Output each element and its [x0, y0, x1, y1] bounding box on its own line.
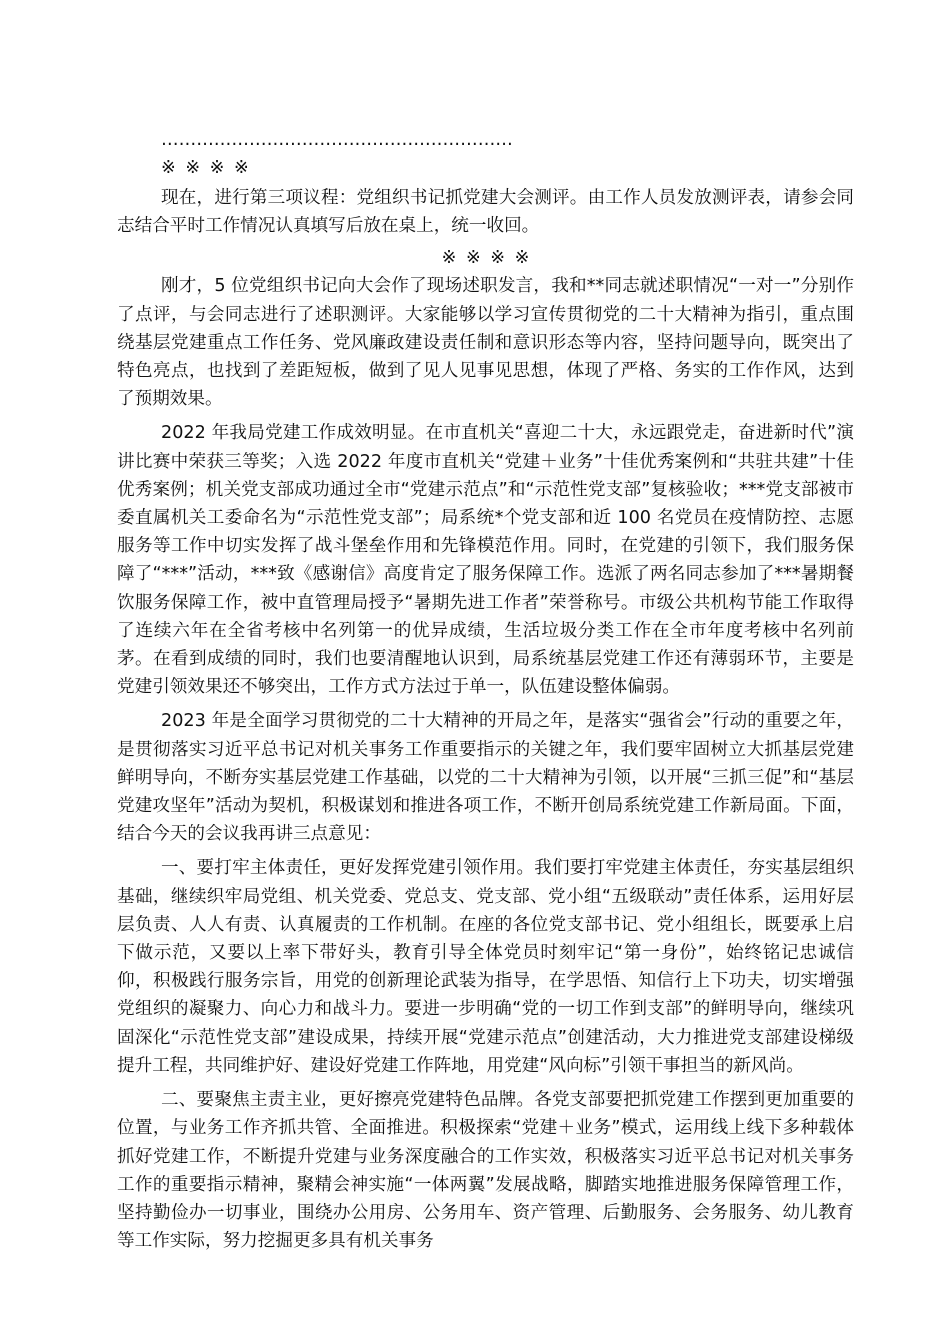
ellipsis-line: …………………………………………………… [161, 130, 513, 150]
document-body [117, 126, 854, 1261]
separator-marks-left: ※ ※ ※ ※ [161, 158, 249, 178]
paragraph-point-two: 二、要聚焦主责主业，更好擦亮党建特色品牌。各党支部要把抓党建工作摆到更加重要的位置，与业务工作齐抓共管、全面推进。积极探索“党建＋业务”模式，运用线上线下多种载体抓好党建工作，不断提升党建与业务深度融合的工作实效，积极落实习近平总书记对机关事务工作的重要指示精神，聚精会神实施“一体两翼”发展战略，脚踏实地推进服务保障管理工作，坚持勤俭办一切事业，围绕办公用房、公务用车、资产管理、后勤服务、会务服务、幼儿教育等工作实际，努力挖掘更多具有机关事务 [117, 1090, 854, 1252]
paragraph-agenda: 现在，进行第三项议程：党组织书记抓党建大会测评。由工作人员发放测评表，请参会同志结合平时工作情况认真填写后放在桌上，统一收回。 [117, 188, 854, 237]
paragraph-goals-2023: 2023 年是全面学习贯彻党的二十大精神的开局之年，是落实“强省会”行动的重要之年，是贯彻落实习近平总书记对机关事务工作重要指示的关键之年，我们要牢固树立大抓基层党建鲜明导向，不断夯实基层党建工作基础，以党的二十大精神为引领，以开展“三抓三促”和“基层党建攻坚年”活动为契机，积极谋划和推进各项工作，不断开创局系统党建工作新局面。下面，结合今天的会议我再讲三点意见： [117, 711, 854, 845]
paragraph-achievements-2022: 2022 年我局党建工作成效明显。在市直机关“喜迎二十大，永远跟党走，奋进新时代”演讲比赛中荣获三等奖；入选 2022 年度市直机关“党建＋业务”十佳优秀案例和“共驻共建”十佳优秀案例；机关党支部成功通过全市“党建示范点”和“示范性党支部”复核验收；***党支部被市委直属机关工委命名为“示范性党支部”；局系统*个党支部和近 100 名党员在疫情防控、志愿服务等工作中切实发挥了战斗堡垒作用和先锋模范作用。同时，在党建的引领下，我们服务保障了“***”活动，***致《感谢信》高度肯定了服务保障工作。选派了两名同志参加了***暑期餐饮服务保障工作，被中直管理局授予“暑期先进工作者”荣誉称号。市级公共机构节能工作取得了连续六年在全省考核中名列第一的优异成绩，生活垃圾分类工作在全市年度考核中名列前茅。在看到成绩的同时，我们也要清醒地认识到，局系统基层党建工作还有薄弱环节，主要是党建引领效果还不够突出，工作方式方法过于单一，队伍建设整体偏弱。 [117, 423, 854, 698]
separator-marks-center: ※ ※ ※ ※ [441, 248, 530, 269]
paragraph-review: 刚才，5 位党组织书记向大会作了现场述职发言，我和**同志就述职情况“一对一”分别作了点评，与会同志进行了述职测评。大家能够以学习宣传贯彻党的二十大精神为指引，重点围绕基层党建重点工作任务、党风廉政建设责任制和意识形态等内容，坚持问题导向，既突出了特色亮点，也找到了差距短板，做到了见人见事见思想，体现了严格、务实的工作作风，达到了预期效果。 [117, 276, 854, 410]
paragraph-point-one: 一、要打牢主体责任，更好发挥党建引领作用。我们要打牢党建主体责任，夯实基层组织基础，继续织牢局党组、机关党委、党总支、党支部、党小组“五级联动”责任体系，运用好层层负责、人人有责、认真履责的工作机制。在座的各位党支部书记、党小组组长，既要承上启下做示范，又要以上率下带好头，教育引导全体党员时刻牢记“第一身份”，始终铭记忠诚信仰，积极践行服务宗旨，用党的创新理论武装为指导，在学思悟、知信行上下功夫，切实增强党组织的凝聚力、向心力和战斗力。要进一步明确“党的一切工作到支部”的鲜明导向，继续巩固深化“示范性党支部”建设成果，持续开展“党建示范点”创建活动，大力推进党支部建设梯级提升工程，共同维护好、建设好党建工作阵地，用党建“风向标”引领干事担当的新风尚。 [117, 858, 854, 1076]
